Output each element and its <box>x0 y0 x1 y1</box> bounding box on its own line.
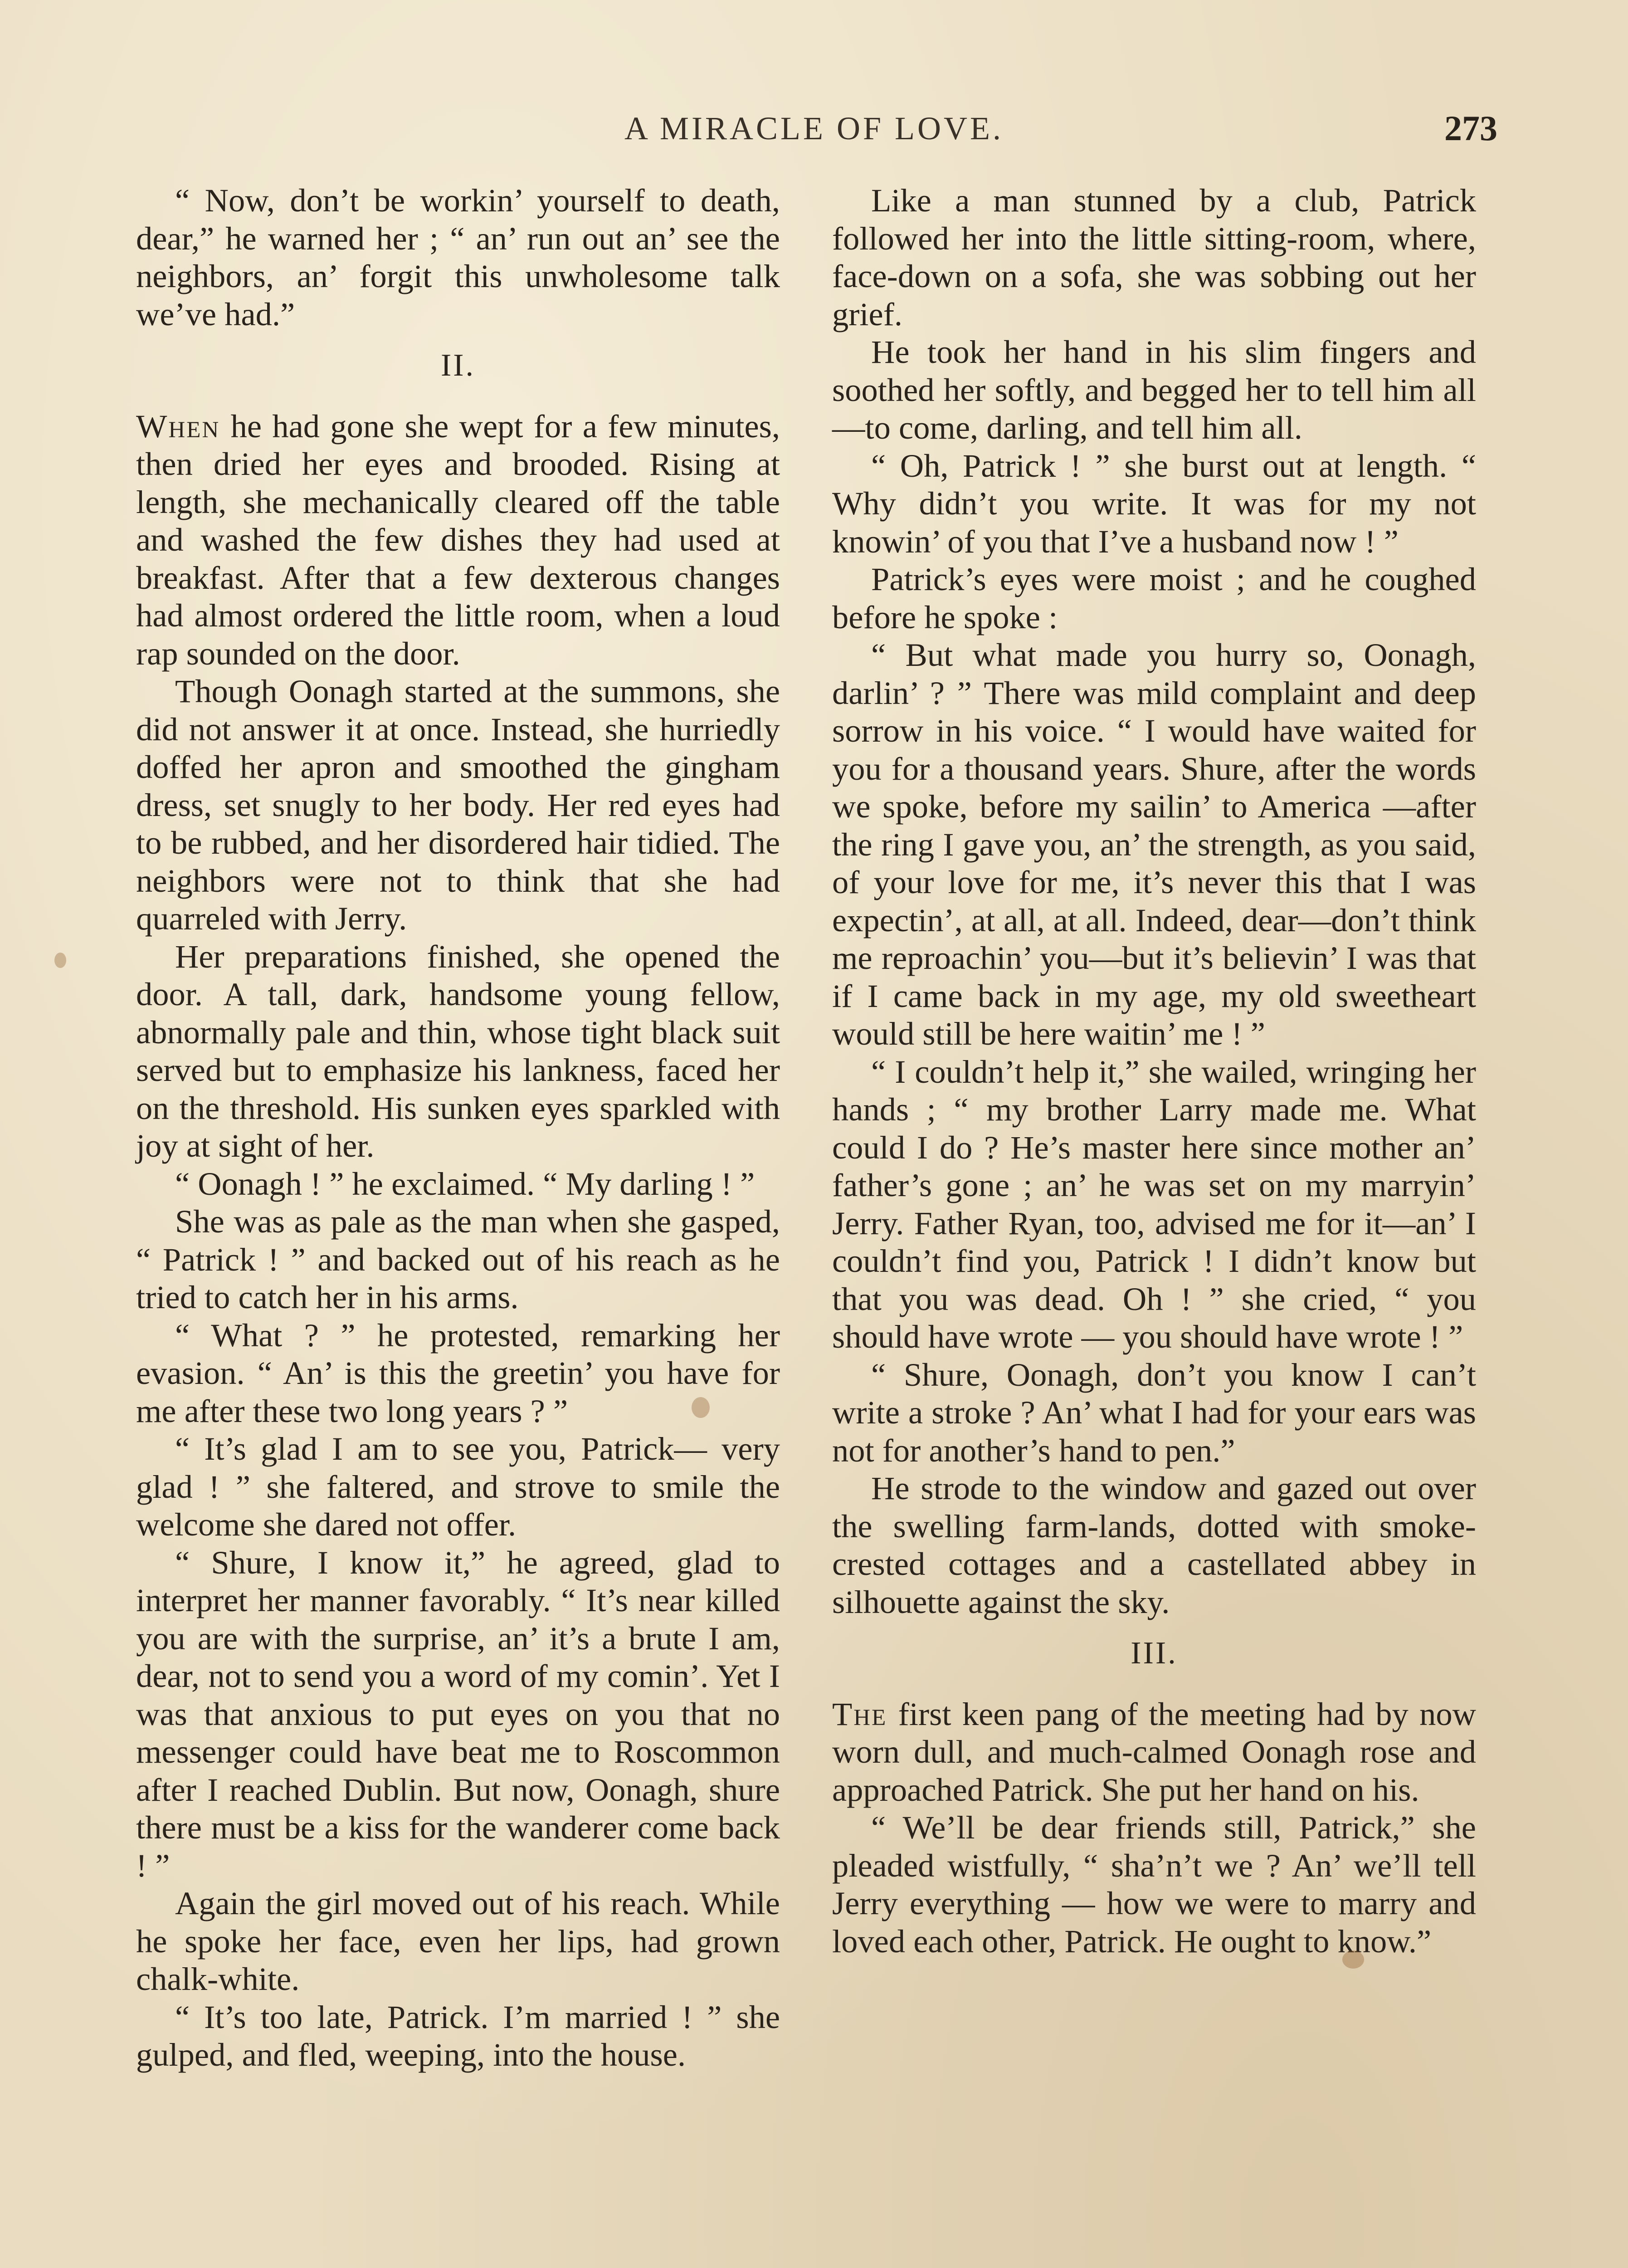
paragraph: “ Oh, Patrick ! ” she burst out at length. “ Why didn’t you write. It was for my not knowin’ of you that I’ve a husband now ! ” <box>832 447 1476 560</box>
right-column <box>832 181 1476 1960</box>
section-opening-paragraph <box>136 407 780 673</box>
paragraph: “ Shure, I know it,” he agreed, glad to interpret her manner favorably. “ It’s near killed you are with the surprise, an’ it’s a brute I am, dear, not to send you a word of my comin’. Yet I was that anxious to put eyes on you that no messenger could have beat me to Roscommon after I reached Dublin. But now, Oonagh, shure there must be a kiss for the wanderer come back ! ” <box>136 1544 780 1884</box>
opening-word: When <box>136 407 220 445</box>
paragraph: “ But what made you hurry so, Oonagh, darlin’ ? ” There was mild complaint and deep sorrow in his voice. “ I would have waited for you for a thousand years. Shure, after the words we spoke, before my sailin’ to America —after the ring I gave you, an’ the strength, as you said, of your love for me, it’s never this that I was expectin’, at all, at all. Indeed, dear—don’t think me reproachin’ you—but it’s believin’ I was that if I came back in my age, my old sweetheart would still be here waitin’ me ! ” <box>832 636 1476 1052</box>
paragraph: Like a man stunned by a club, Patrick followed her into the little sitting-room, where, face-down on a sofa, she was sobbing out her grief. <box>832 182 1476 332</box>
paragraph: He strode to the window and gazed out over the swelling farm-lands, dotted with smoke-crested cottages and a castellated abbey in silhouette against the sky. <box>832 1470 1476 1620</box>
paragraph: “ Now, don’t be workin’ yourself to death, dear,” he warned her ; “ an’ run out an’ see the neighbors, an’ forgit this unwholesome talk we’ve had.” <box>136 182 780 332</box>
running-title: A MIRACLE OF LOVE. <box>624 110 1004 147</box>
paper-stain <box>1342 1950 1364 1969</box>
paragraph: “ We’ll be dear friends still, Patrick,” she pleaded wistfully, “ sha’n’t we ? An’ we’ll tell Jerry everything — how we were to marry and loved each other, Patrick. He ought to know.” <box>832 1809 1476 1960</box>
paragraph: Again the girl moved out of his reach. While he spoke her face, even her lips, had grown chalk-white. <box>136 1885 780 1997</box>
paragraph: She was as pale as the man when she gasped, “ Patrick ! ” and backed out of his reach as he tried to catch her in his arms. <box>136 1203 780 1315</box>
paragraph: Her preparations finished, she opened the door. A tall, dark, handsome young fellow, abnormally pale and thin, whose tight black suit served but to emphasize his lankness, faced her on the threshold. His sunken eyes sparkled with joy at sight of her. <box>136 938 780 1164</box>
paragraph: Though Oonagh started at the summons, she did not answer it at once. Instead, she hurriedly doffed her apron and smoothed the gingham dress, set snugly to her body. Her red eyes had to be rubbed, and her disordered hair tidied. The neighbors were not to think that she had quarreled with Jerry. <box>136 673 780 937</box>
opening-text: first keen pang of the meeting had by now worn dull, and much-calmed Oonagh rose and approached Patrick. She put her hand on his. <box>832 1695 1476 1808</box>
paragraph: “ It’s glad I am to see you, Patrick— very glad ! ” she faltered, and strove to smile the welcome she dared not offer. <box>136 1430 780 1543</box>
paragraph: “ I couldn’t help it,” she wailed, wringing her hands ; “ my brother Larry made me. What could I do ? He’s master here since mother an’ father’s gone ; an’ he was set on my marryin’ Jerry. Father Ryan, too, advised me for it—an’ I couldn’t find you, Patrick ! I didn’t know but that you was dead. Oh ! ” she cried, “ you should have wrote — you should have wrote ! ” <box>832 1053 1476 1355</box>
paragraph: “ What ? ” he protested, remarking her evasion. “ An’ is this the greetin’ you have for me after these two long years ? ” <box>136 1316 780 1429</box>
section-heading-ii: II. <box>440 348 476 383</box>
paper-stain <box>54 953 66 968</box>
section-opening-paragraph <box>832 1695 1476 1809</box>
left-column <box>136 181 780 2074</box>
page-number: 273 <box>1444 108 1497 148</box>
paragraph: “ Oonagh ! ” he exclaimed. “ My darling ! ” <box>175 1165 755 1202</box>
paragraph: Patrick’s eyes were moist ; and he coughed before he spoke : <box>832 561 1476 635</box>
opening-text: he had gone she wept for a few minutes, then dried her eyes and brooded. Rising at length, she mechanically cleared off the table and washed the few dishes they had used at breakfast. After that a few dexterous changes had almost ordered the little room, when a loud rap sounded on the door. <box>136 407 780 672</box>
paper-stain <box>692 1397 710 1418</box>
paragraph: “ It’s too late, Patrick. I’m married ! ” she gulped, and fled, weeping, into the house. <box>136 1998 780 2073</box>
paragraph: “ Shure, Oonagh, don’t you know I can’t write a stroke ? An’ what I had for your ears was not for another’s hand to pen.” <box>832 1356 1476 1469</box>
paragraph: He took her hand in his slim fingers and soothed her softly, and begged her to tell him all—to come, darling, and tell him all. <box>832 333 1476 446</box>
running-head <box>0 105 1628 155</box>
section-heading-iii: III. <box>1131 1636 1178 1671</box>
opening-word: The <box>832 1695 887 1732</box>
